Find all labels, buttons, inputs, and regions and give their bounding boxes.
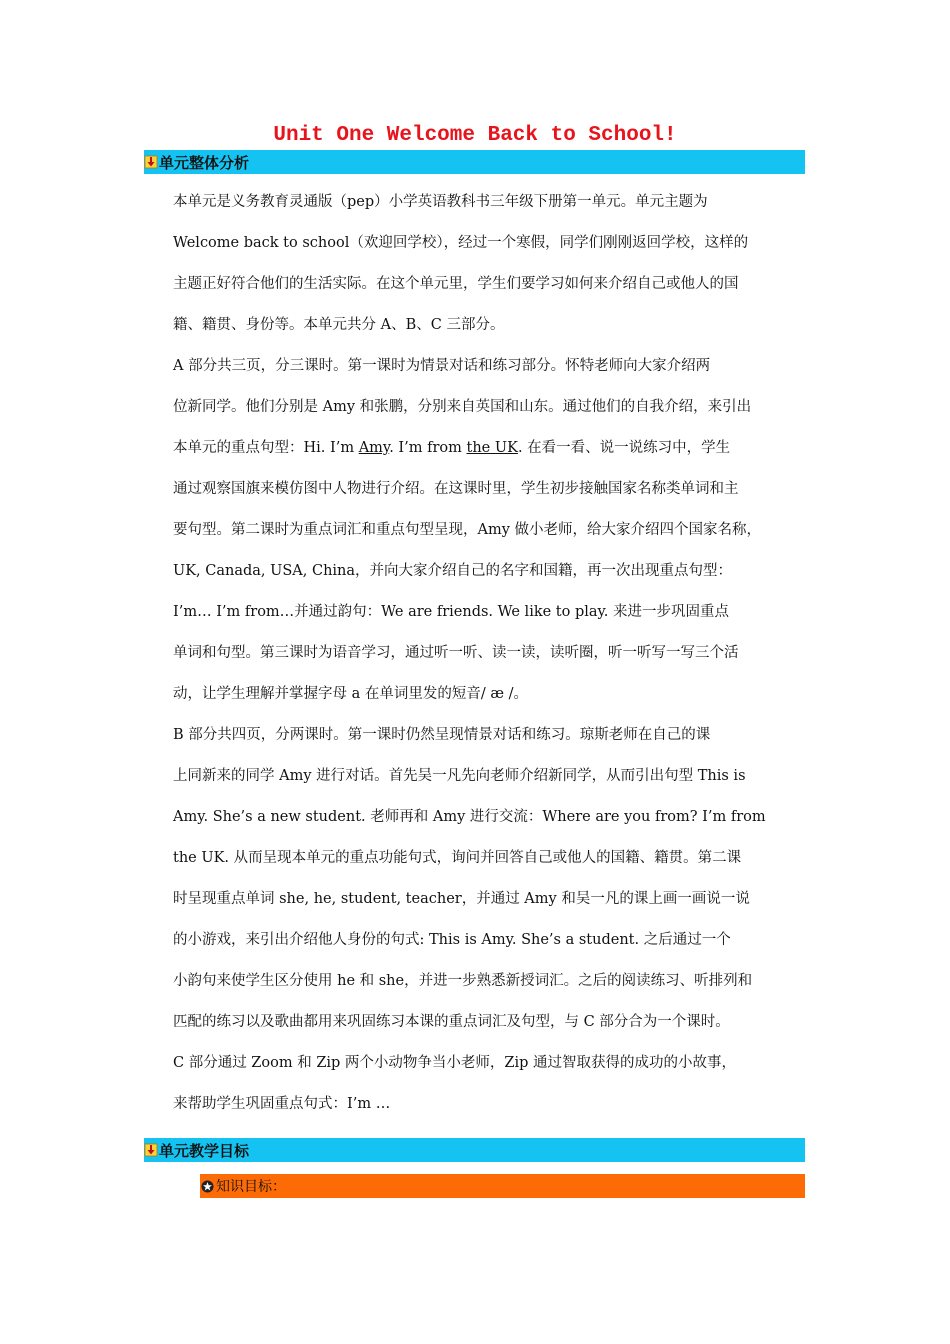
subsection-header-knowledge-goals [200,1174,805,1198]
text-line: Amy. She’s a new student. 老师再和 Amy 进行交流：Where are you from? I’m from [173,809,766,825]
text-line: 动，让学生理解并掌握字母 a 在单词里发的短音/ æ /。 [173,686,528,702]
text-fragment: 在看一看、说一说练习中，学生 [527,440,731,456]
text-line: 上同新来的同学 Amy 进行对话。首先吴一凡先向老师介绍新同学，从而引出句型 This is [173,768,746,784]
paragraph-overview [144,182,806,346]
text-line-key-sentence [144,428,806,469]
text-line: Welcome back to school（欢迎回学校），经过一个寒假，同学们刚刚返回学校，这样的 [173,235,749,251]
section-header-unit-analysis [144,150,805,174]
underlined-word: Amy [358,440,390,456]
text-line: 小韵句来使学生区分使用 he 和 she，并进一步熟悉新授词汇。之后的阅读练习、听排列和 [173,973,753,989]
paragraph-part-b [144,715,806,1043]
paragraph-part-c [144,1043,806,1125]
text-line: B 部分共四页，分两课时。第一课时仍然呈现情景对话和练习。琼斯老师在自己的课 [173,727,711,743]
text-line: 单词和句型。第三课时为语音学习，通过听一听、读一读，读听圈，听一听写一写三个活 [173,645,739,661]
paragraph-part-a [144,346,806,715]
text-line: 的小游戏，来引出介绍他人身份的句式: This is Amy. She’s a student. 之后通过一个 [173,932,731,948]
text-line: 来帮助学生巩固重点句式：I’m … [173,1096,391,1112]
section-header-teaching-goals [144,1138,805,1162]
text-line: 要句型。第二课时为重点词汇和重点句型呈现，Amy 做小老师，给大家介绍四个国家名称， [173,522,762,538]
subsection-header-label: 知识目标： [216,1179,286,1195]
underlined-word: the UK [466,440,518,456]
text-line: A 部分共三页，分三课时。第一课时为情景对话和练习部分。怀特老师向大家介绍两 [173,358,711,374]
text-line: 本单元是义务教育灵通版（pep）小学英语教科书三年级下册第一单元。单元主题为 [173,194,708,210]
text-line: 匹配的练习以及歌曲都用来巩固练习本课的重点词汇及句型，与 C 部分合为一个课时。 [173,1014,730,1030]
text-line: C 部分通过 Zoom 和 Zip 两个小动物争当小老师，Zip 通过智取获得的成功的小故事， [173,1055,737,1071]
text-fragment: . I’m from [389,440,467,456]
text-line: 通过观察国旗来模仿图中人物进行介绍。在这课时里，学生初步接触国家名称类单词和主 [173,481,739,497]
text-line: 位新同学。他们分别是 Amy 和张鹏，分别来自英国和山东。通过他们的自我介绍，来引出 [173,399,752,415]
section-header-label: 单元教学目标 [159,1141,250,1160]
text-fragment: Hi. I’m [303,440,359,456]
section-header-label: 单元整体分析 [159,153,250,172]
text-fragment: 本单元的重点句型： [173,440,304,456]
text-line: UK, Canada, USA, China，并向大家介绍自己的名字和国籍，再一次出现重点句型： [173,563,733,579]
document-title: Unit One Welcome Back to School! [273,124,677,147]
star-badge-icon [201,1180,214,1193]
text-line: 籍、籍贯、身份等。本单元共分 A、B、C 三部分。 [173,317,505,333]
text-line: 时呈现重点单词 she, he, student, teacher，并通过 Amy 和吴一凡的课上画一画说一说 [173,891,750,907]
text-line: 主题正好符合他们的生活实际。在这个单元里，学生们要学习如何来介绍自己或他人的国 [173,276,739,292]
text-line: the UK. 从而呈现本单元的重点功能句式，询问并回答自己或他人的国籍、籍贯。第二课 [173,850,742,866]
document-body [144,182,806,1125]
down-arrow-icon [144,1143,158,1157]
text-fragment: . [517,440,528,456]
down-arrow-icon [144,155,158,169]
text-line: I’m… I’m from…并通过韵句：We are friends. We like to play. 来进一步巩固重点 [173,604,730,620]
